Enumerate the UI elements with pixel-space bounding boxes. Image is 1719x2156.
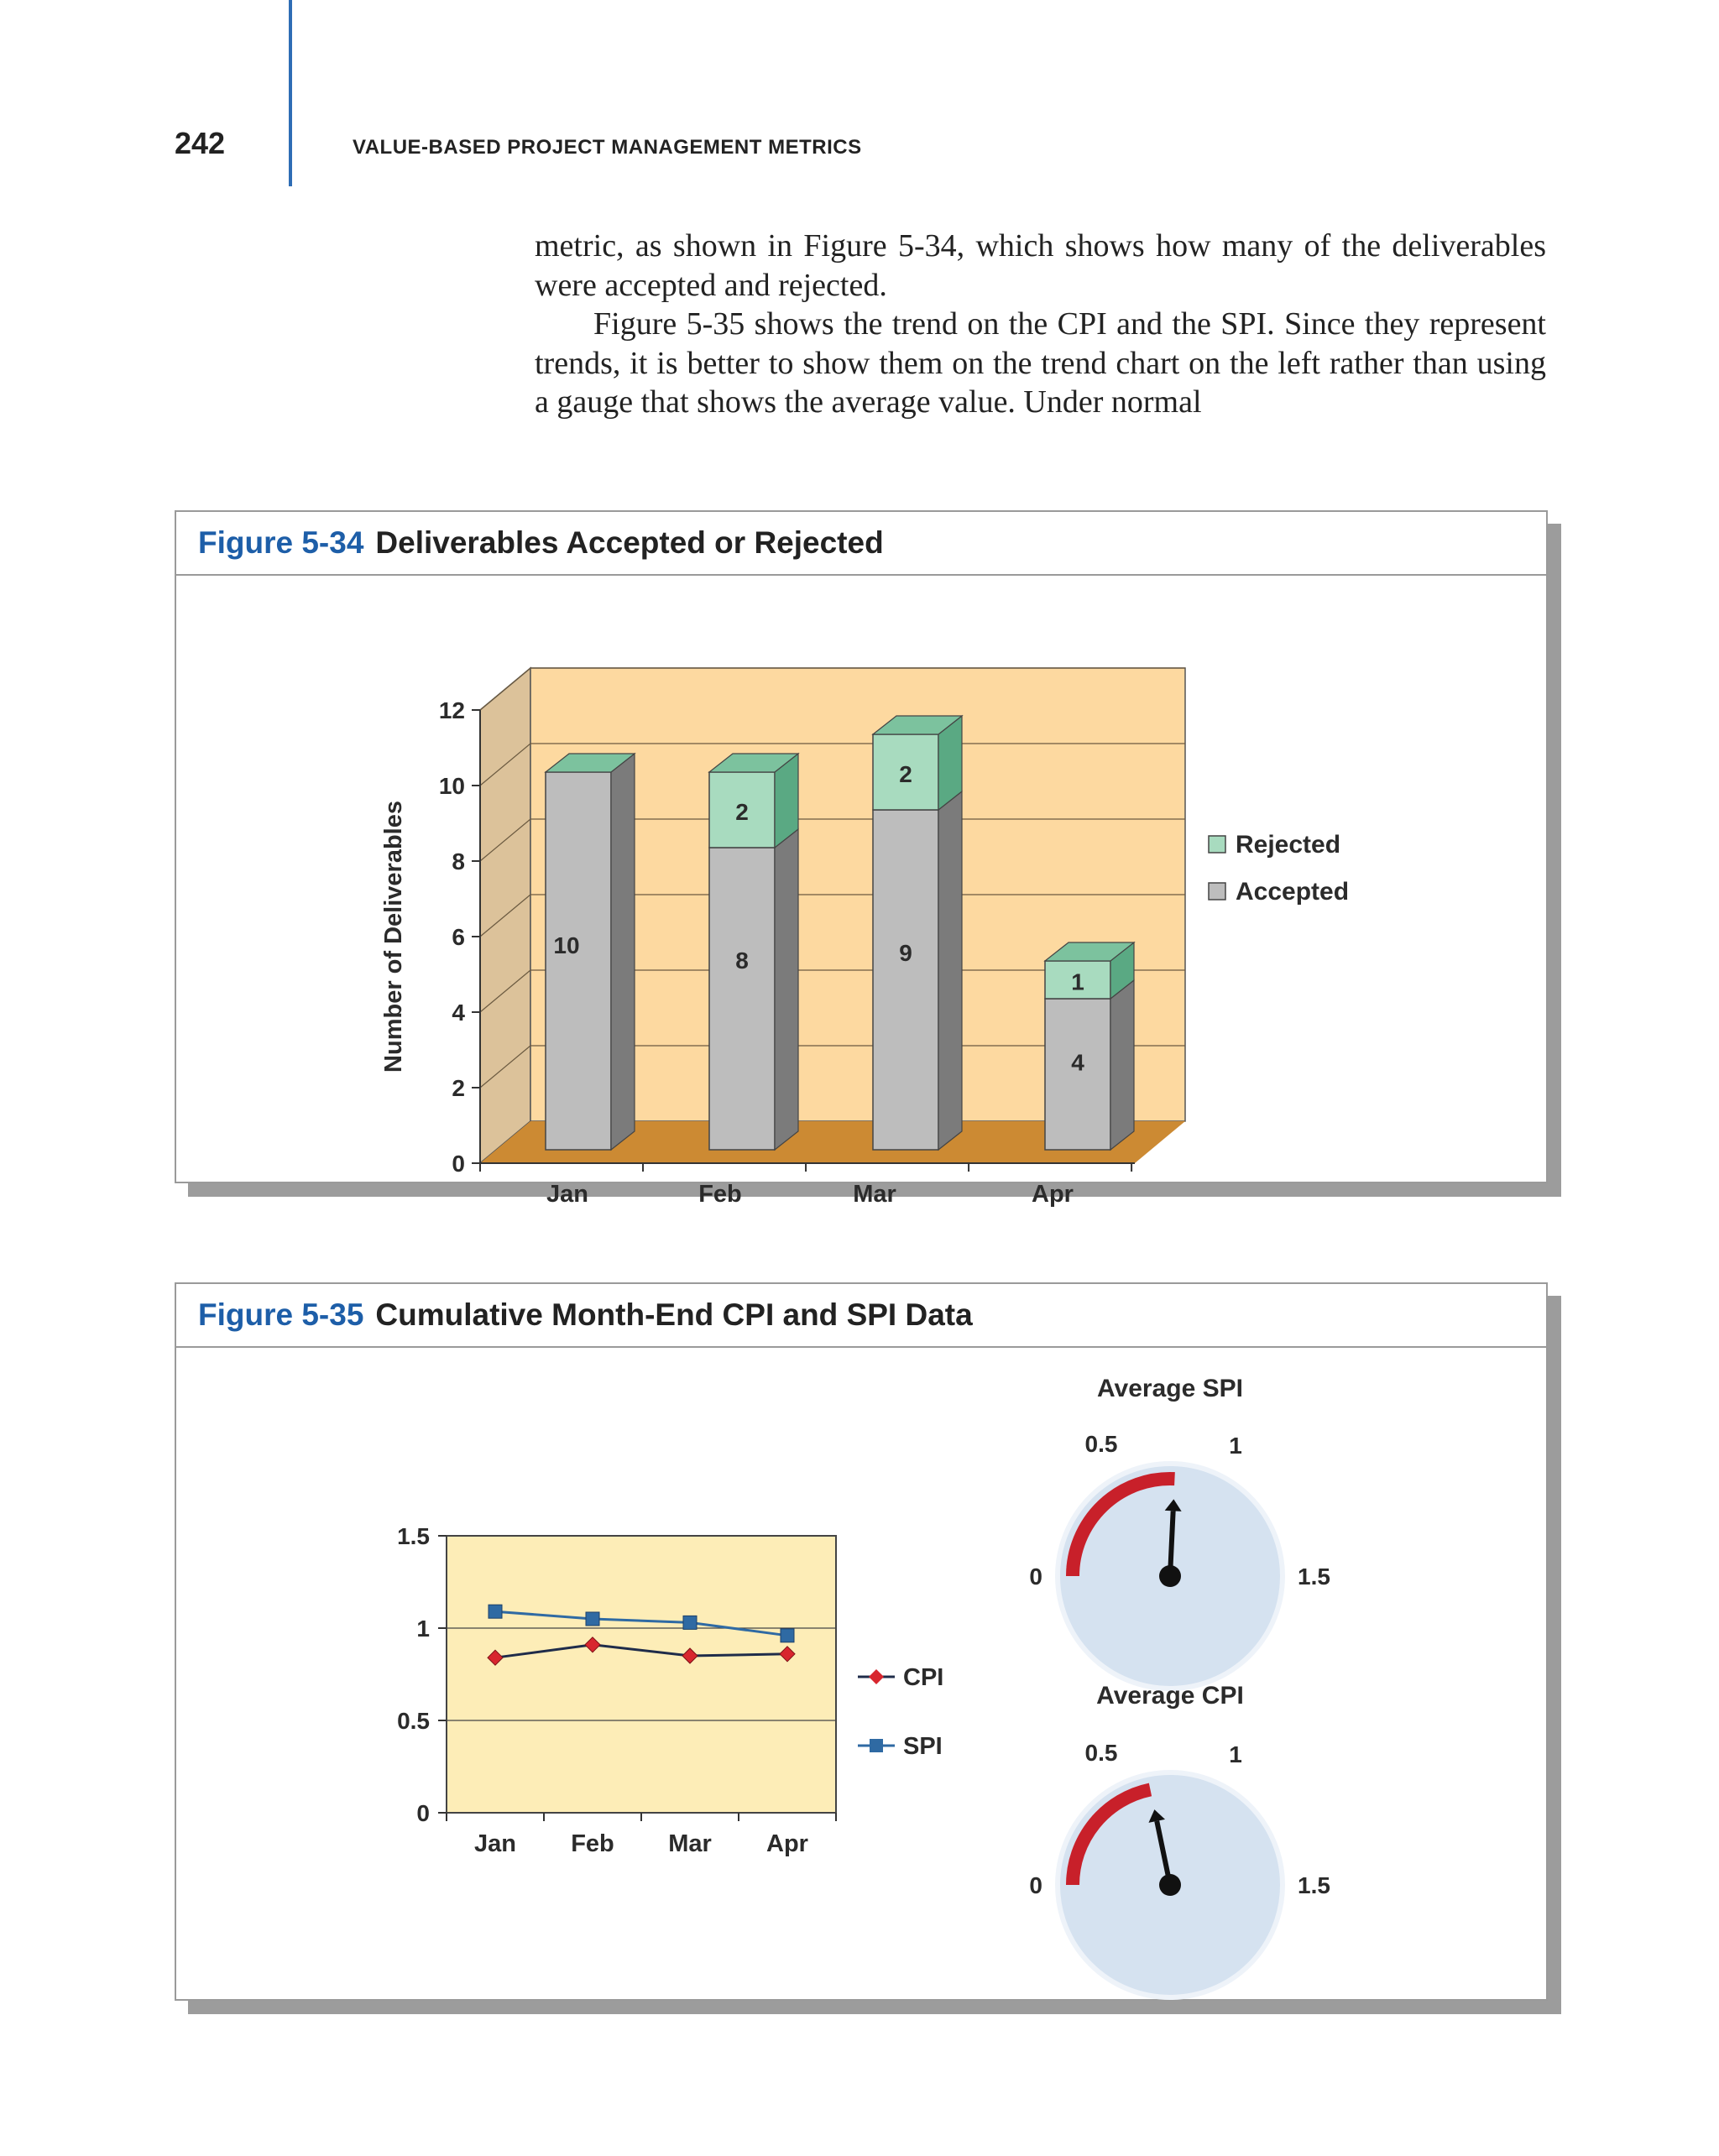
point-spi [586,1612,599,1626]
legend-rejected: Rejected [1236,831,1341,859]
x-tick-label: Jan [546,1181,588,1208]
trend-chart [176,1348,1546,1999]
bar-side [1110,980,1134,1150]
y-tick-label: 4 [452,1000,465,1026]
gauge-tick-label: 0 [1029,1563,1042,1590]
gauge-tick-label: 0.5 [1084,1431,1118,1457]
figure-number: Figure 5-34 [198,525,364,560]
bar-side [938,791,962,1150]
plot-area [447,1536,836,1813]
y-tick-label: 6 [452,924,465,950]
figure-5-35 [175,1282,1548,2001]
x-tick-label: Mar [853,1181,896,1208]
y-tick-label: 1 [416,1616,430,1642]
bar-accepted-jan [546,772,611,1150]
gauge-hub [1159,1874,1181,1896]
bar-accepted-feb [709,848,775,1150]
gauge-hub [1159,1565,1181,1587]
figure-5-34 [175,510,1548,1208]
y-tick-label: 0.5 [397,1708,430,1734]
y-tick-label: 0 [452,1151,465,1177]
data-label-rejected: 2 [735,799,749,825]
x-tick-label: Feb [571,1830,614,1857]
data-label-rejected: 2 [899,761,912,787]
figure-title: Deliverables Accepted or Rejected [375,525,884,560]
body-text [535,227,1546,422]
running-title: VALUE-BASED PROJECT MANAGEMENT METRICS [353,136,862,159]
gauge-tick-label: 0.5 [1084,1740,1118,1766]
legend-swatch-rejected [1209,836,1225,853]
paragraph-1: metric, as shown in Figure 5-34, which shows how many of the deliverables were accepted and rejected. [535,228,1546,303]
data-label-accepted: 8 [735,947,749,974]
y-axis-label: Number of Deliverables [380,801,407,1073]
data-label-accepted: 10 [553,932,580,958]
y-tick-label: 1.5 [397,1523,430,1549]
gauge-tick-label: 1.5 [1298,1872,1330,1898]
gauge-title-0: Average SPI [1097,1375,1243,1402]
figure-title: Cumulative Month-End CPI and SPI Data [375,1297,973,1332]
x-tick-label: Apr [1032,1181,1074,1208]
gauge-tick-label: 1 [1229,1741,1242,1767]
gauge-tick-label: 1.5 [1298,1563,1330,1590]
gauge-tick-label: 1 [1229,1433,1242,1459]
gauge-tick-label: 0 [1029,1872,1042,1898]
legend-cpi: CPI [903,1664,944,1691]
legend-marker-cpi [869,1669,884,1684]
point-spi [781,1629,794,1642]
point-spi [489,1605,502,1618]
bar-chart [176,576,1546,1208]
figure-caption [176,512,1546,576]
y-tick-label: 0 [416,1800,430,1826]
legend-spi: SPI [903,1733,943,1760]
point-spi [683,1616,697,1629]
bar-side [611,754,635,1150]
y-tick-label: 8 [452,848,465,874]
x-tick-label: Apr [766,1830,808,1857]
page-number: 242 [175,126,226,160]
paragraph-2: Figure 5-35 shows the trend on the CPI and the SPI. Since they represent trends, it is better to show them on the trend chart on the left rather than using a gauge that shows the average value. Under normal [535,306,1546,420]
legend-marker-spi [870,1739,883,1752]
data-label-accepted: 9 [899,940,912,966]
bar-accepted-mar [873,810,938,1150]
data-label-rejected: 1 [1071,968,1084,995]
y-tick-label: 10 [438,773,465,799]
figure-caption [176,1284,1546,1348]
x-tick-label: Mar [668,1830,712,1857]
data-label-accepted: 4 [1071,1049,1084,1076]
legend-accepted: Accepted [1236,878,1350,906]
bar-side [775,829,798,1150]
header-rule [289,0,292,186]
y-tick-label: 12 [438,697,465,723]
figure-number: Figure 5-35 [198,1297,364,1332]
legend-swatch-accepted [1209,883,1225,900]
x-tick-label: Jan [474,1830,516,1857]
x-tick-label: Feb [698,1181,742,1208]
y-tick-label: 2 [452,1075,465,1101]
gauge-title-1: Average CPI [1096,1682,1244,1710]
